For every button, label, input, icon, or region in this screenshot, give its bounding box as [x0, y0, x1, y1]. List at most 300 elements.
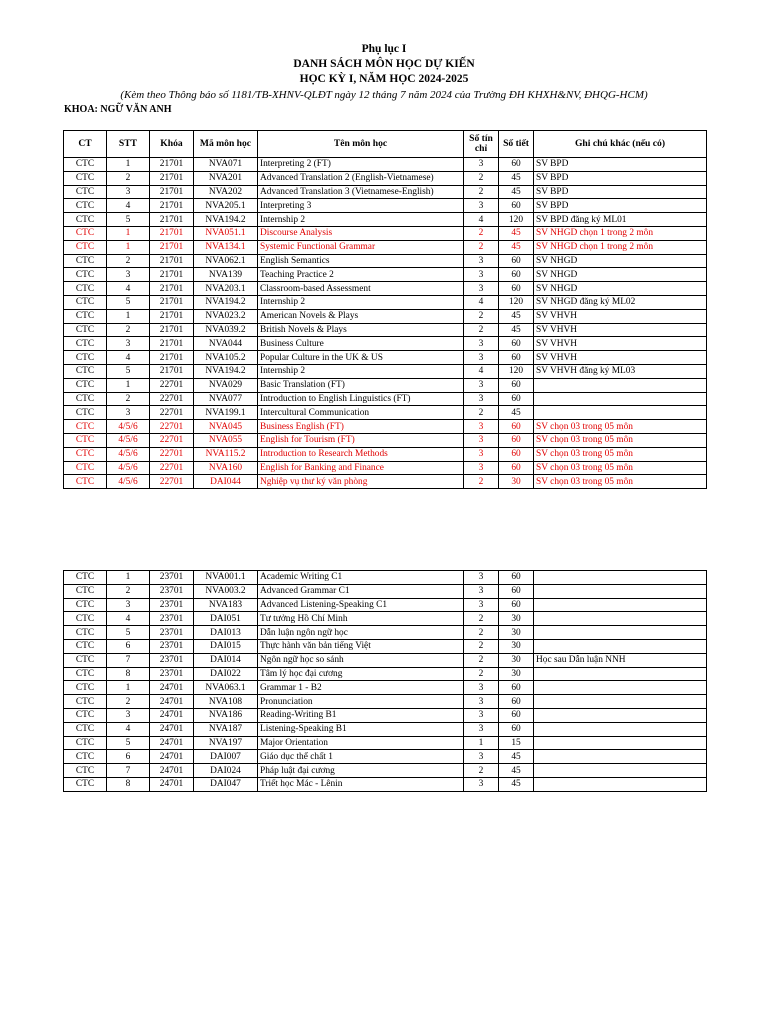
- cell-stt: 2: [107, 392, 150, 406]
- cell-so-tiet: 30: [499, 626, 534, 640]
- col-header-so-tin-chi: Số tín chỉ: [464, 131, 499, 158]
- cell-ma-mon-hoc: NVA139: [194, 268, 258, 282]
- cell-ghi-chu: [534, 695, 707, 709]
- cell-khoa: 21701: [150, 254, 194, 268]
- cell-so-tin-chi: 3: [464, 268, 499, 282]
- table-row: [64, 433, 707, 447]
- cell-so-tiet: 45: [499, 240, 534, 254]
- cell-so-tiet: 45: [499, 323, 534, 337]
- cell-ten-mon-hoc: Major Orientation: [258, 736, 464, 750]
- cell-ghi-chu: SV BPD: [534, 158, 707, 172]
- cell-ten-mon-hoc: Triết học Mác - Lênin: [258, 777, 464, 791]
- cell-ghi-chu: SV VHVH: [534, 337, 707, 351]
- cell-ct: CTC: [64, 667, 107, 681]
- cell-so-tin-chi: 2: [464, 653, 499, 667]
- cell-so-tiet: 45: [499, 309, 534, 323]
- table-row: [64, 268, 707, 282]
- table-row: [64, 185, 707, 199]
- cell-ct: CTC: [64, 378, 107, 392]
- cell-so-tiet: 30: [499, 653, 534, 667]
- cell-ct: CTC: [64, 323, 107, 337]
- cell-ma-mon-hoc: NVA105.2: [194, 351, 258, 365]
- cell-so-tin-chi: 3: [464, 420, 499, 434]
- cell-ct: CTC: [64, 777, 107, 791]
- cell-ghi-chu: SV chọn 03 trong 05 môn: [534, 420, 707, 434]
- cell-ten-mon-hoc: Ngôn ngữ học so sánh: [258, 653, 464, 667]
- cell-ma-mon-hoc: NVA062.1: [194, 254, 258, 268]
- cell-so-tin-chi: 3: [464, 158, 499, 172]
- table-row: [64, 226, 707, 240]
- cell-ten-mon-hoc: Advanced Grammar C1: [258, 584, 464, 598]
- cell-so-tiet: 60: [499, 708, 534, 722]
- cell-so-tin-chi: 2: [464, 475, 499, 489]
- cell-ten-mon-hoc: Business Culture: [258, 337, 464, 351]
- cell-ghi-chu: [534, 777, 707, 791]
- cell-so-tiet: 60: [499, 337, 534, 351]
- cell-ma-mon-hoc: DAI051: [194, 612, 258, 626]
- cell-ct: CTC: [64, 475, 107, 489]
- cell-so-tiet: 45: [499, 171, 534, 185]
- cell-stt: 4/5/6: [107, 461, 150, 475]
- cell-khoa: 21701: [150, 268, 194, 282]
- cell-stt: 5: [107, 736, 150, 750]
- cell-stt: 4: [107, 722, 150, 736]
- cell-ghi-chu: [534, 708, 707, 722]
- cell-stt: 1: [107, 158, 150, 172]
- cell-ghi-chu: SV chọn 03 trong 05 môn: [534, 461, 707, 475]
- cell-ct: CTC: [64, 626, 107, 640]
- table-row: [64, 254, 707, 268]
- cell-ghi-chu: SV BPD: [534, 185, 707, 199]
- cell-ten-mon-hoc: Dẫn luận ngôn ngữ học: [258, 626, 464, 640]
- cell-so-tiet: 60: [499, 681, 534, 695]
- cell-khoa: 21701: [150, 171, 194, 185]
- table-row: [64, 653, 707, 667]
- cell-khoa: 22701: [150, 378, 194, 392]
- cell-khoa: 24701: [150, 750, 194, 764]
- table-row: [64, 295, 707, 309]
- cell-khoa: 21701: [150, 337, 194, 351]
- cell-ct: CTC: [64, 653, 107, 667]
- cell-ghi-chu: SV NHGD: [534, 282, 707, 296]
- cell-ma-mon-hoc: NVA202: [194, 185, 258, 199]
- cell-ghi-chu: [534, 378, 707, 392]
- cell-ct: CTC: [64, 584, 107, 598]
- cell-khoa: 22701: [150, 392, 194, 406]
- cell-khoa: 21701: [150, 158, 194, 172]
- cell-ma-mon-hoc: DAI044: [194, 475, 258, 489]
- table-row: [64, 364, 707, 378]
- table-row: [64, 708, 707, 722]
- cell-so-tin-chi: 3: [464, 433, 499, 447]
- cell-stt: 5: [107, 626, 150, 640]
- cell-so-tin-chi: 3: [464, 750, 499, 764]
- cell-ghi-chu: [534, 722, 707, 736]
- cell-stt: 6: [107, 750, 150, 764]
- cell-khoa: 22701: [150, 461, 194, 475]
- cell-so-tiet: 60: [499, 722, 534, 736]
- table-row: [64, 323, 707, 337]
- cell-stt: 4: [107, 351, 150, 365]
- table-row: [64, 213, 707, 227]
- cell-ghi-chu: SV VHVH đăng ký ML03: [534, 364, 707, 378]
- table-row: [64, 351, 707, 365]
- appendix-label: Phụ lục I: [361, 43, 407, 55]
- cell-ma-mon-hoc: NVA039.2: [194, 323, 258, 337]
- cell-ma-mon-hoc: NVA063.1: [194, 681, 258, 695]
- cell-ten-mon-hoc: Classroom-based Assessment: [258, 282, 464, 296]
- cell-stt: 2: [107, 695, 150, 709]
- cell-ct: CTC: [64, 433, 107, 447]
- cell-stt: 8: [107, 777, 150, 791]
- cell-ten-mon-hoc: Interpreting 2 (FT): [258, 158, 464, 172]
- cell-so-tin-chi: 3: [464, 584, 499, 598]
- cell-ten-mon-hoc: Advanced Translation 2 (English-Vietnamese): [258, 171, 464, 185]
- cell-so-tin-chi: 2: [464, 626, 499, 640]
- cell-so-tiet: 30: [499, 475, 534, 489]
- cell-ma-mon-hoc: DAI047: [194, 777, 258, 791]
- course-table-2: [63, 570, 707, 792]
- cell-ten-mon-hoc: Pháp luật đại cương: [258, 764, 464, 778]
- cell-so-tin-chi: 3: [464, 571, 499, 585]
- cell-ma-mon-hoc: NVA203.1: [194, 282, 258, 296]
- cell-ten-mon-hoc: Intercultural Communication: [258, 406, 464, 420]
- cell-ten-mon-hoc: Business English (FT): [258, 420, 464, 434]
- cell-ma-mon-hoc: NVA077: [194, 392, 258, 406]
- cell-so-tin-chi: 3: [464, 337, 499, 351]
- cell-so-tin-chi: 2: [464, 185, 499, 199]
- cell-khoa: 22701: [150, 433, 194, 447]
- cell-so-tin-chi: 2: [464, 612, 499, 626]
- cell-stt: 4: [107, 282, 150, 296]
- cell-khoa: 22701: [150, 420, 194, 434]
- cell-so-tiet: 45: [499, 185, 534, 199]
- col-header-so-tiet: Số tiết: [499, 131, 534, 158]
- cell-ma-mon-hoc: NVA134.1: [194, 240, 258, 254]
- cell-ten-mon-hoc: Thực hành văn bản tiếng Việt: [258, 639, 464, 653]
- cell-khoa: 24701: [150, 764, 194, 778]
- table-row: [64, 612, 707, 626]
- cell-so-tiet: 60: [499, 199, 534, 213]
- table-row: [64, 598, 707, 612]
- col-header-stt: STT: [107, 131, 150, 158]
- cell-stt: 4/5/6: [107, 447, 150, 461]
- cell-ma-mon-hoc: NVA029: [194, 378, 258, 392]
- document-header: [0, 42, 768, 102]
- cell-khoa: 21701: [150, 199, 194, 213]
- cell-so-tin-chi: 3: [464, 681, 499, 695]
- cell-ma-mon-hoc: NVA194.2: [194, 364, 258, 378]
- cell-ma-mon-hoc: NVA055: [194, 433, 258, 447]
- cell-ten-mon-hoc: Nghiệp vụ thư ký văn phòng: [258, 475, 464, 489]
- cell-ten-mon-hoc: Reading-Writing B1: [258, 708, 464, 722]
- cell-so-tiet: 60: [499, 695, 534, 709]
- cell-ghi-chu: [534, 584, 707, 598]
- cell-khoa: 24701: [150, 736, 194, 750]
- cell-ghi-chu: SV VHVH: [534, 351, 707, 365]
- semester-title: HỌC KỲ I, NĂM HỌC 2024-2025: [299, 73, 469, 85]
- cell-so-tiet: 120: [499, 364, 534, 378]
- cell-ghi-chu: SV chọn 03 trong 05 môn: [534, 475, 707, 489]
- col-header-ten-mon-hoc: Tên môn học: [258, 131, 464, 158]
- table-row: [64, 461, 707, 475]
- cell-ten-mon-hoc: Discourse Analysis: [258, 226, 464, 240]
- table-row: [64, 584, 707, 598]
- course-table-2-body: [64, 571, 707, 792]
- course-table-1-body: [64, 158, 707, 489]
- cell-ghi-chu: [534, 406, 707, 420]
- cell-stt: 5: [107, 213, 150, 227]
- cell-stt: 2: [107, 323, 150, 337]
- cell-ghi-chu: [534, 612, 707, 626]
- table-row: [64, 282, 707, 296]
- cell-ct: CTC: [64, 695, 107, 709]
- cell-khoa: 21701: [150, 351, 194, 365]
- reference-note: (Kèm theo Thông báo số 1181/TB-XHNV-QLĐT ngày 12 tháng 7 năm 2024 của Trường ĐH KHXH&NV, ĐHQG-HCM): [120, 89, 648, 101]
- cell-ghi-chu: [534, 750, 707, 764]
- cell-ct: CTC: [64, 309, 107, 323]
- cell-ma-mon-hoc: NVA160: [194, 461, 258, 475]
- cell-so-tiet: 60: [499, 571, 534, 585]
- cell-so-tiet: 30: [499, 667, 534, 681]
- cell-ma-mon-hoc: NVA108: [194, 695, 258, 709]
- course-table-1: [63, 130, 707, 489]
- cell-stt: 4/5/6: [107, 420, 150, 434]
- cell-ma-mon-hoc: NVA197: [194, 736, 258, 750]
- cell-stt: 6: [107, 639, 150, 653]
- cell-stt: 7: [107, 764, 150, 778]
- cell-stt: 1: [107, 309, 150, 323]
- cell-ct: CTC: [64, 420, 107, 434]
- table-row: [64, 777, 707, 791]
- cell-so-tiet: 120: [499, 295, 534, 309]
- cell-so-tiet: 60: [499, 282, 534, 296]
- cell-ct: CTC: [64, 240, 107, 254]
- col-header-khoa: Khóa: [150, 131, 194, 158]
- cell-ten-mon-hoc: Tư tưởng Hồ Chí Minh: [258, 612, 464, 626]
- cell-ten-mon-hoc: Introduction to Research Methods: [258, 447, 464, 461]
- cell-ct: CTC: [64, 213, 107, 227]
- cell-so-tin-chi: 2: [464, 309, 499, 323]
- cell-stt: 1: [107, 226, 150, 240]
- cell-khoa: 24701: [150, 695, 194, 709]
- cell-ma-mon-hoc: DAI022: [194, 667, 258, 681]
- cell-ct: CTC: [64, 158, 107, 172]
- cell-ten-mon-hoc: Interpreting 3: [258, 199, 464, 213]
- cell-ten-mon-hoc: Pronunciation: [258, 695, 464, 709]
- cell-so-tiet: 60: [499, 392, 534, 406]
- col-header-ct: CT: [64, 131, 107, 158]
- cell-ct: CTC: [64, 295, 107, 309]
- table-row: [64, 240, 707, 254]
- cell-ten-mon-hoc: English for Banking and Finance: [258, 461, 464, 475]
- table-row: [64, 337, 707, 351]
- cell-so-tin-chi: 3: [464, 708, 499, 722]
- cell-ten-mon-hoc: Tâm lý học đại cương: [258, 667, 464, 681]
- cell-ten-mon-hoc: Internship 2: [258, 295, 464, 309]
- cell-ct: CTC: [64, 447, 107, 461]
- cell-ct: CTC: [64, 199, 107, 213]
- cell-ten-mon-hoc: Basic Translation (FT): [258, 378, 464, 392]
- cell-khoa: 22701: [150, 447, 194, 461]
- table-row: [64, 695, 707, 709]
- table-row: [64, 378, 707, 392]
- cell-ten-mon-hoc: American Novels & Plays: [258, 309, 464, 323]
- cell-stt: 3: [107, 337, 150, 351]
- cell-ghi-chu: [534, 639, 707, 653]
- cell-ct: CTC: [64, 406, 107, 420]
- table-row: [64, 667, 707, 681]
- cell-so-tiet: 45: [499, 764, 534, 778]
- document-title: DANH SÁCH MÔN HỌC DỰ KIẾN: [293, 58, 475, 70]
- cell-ma-mon-hoc: NVA115.2: [194, 447, 258, 461]
- cell-stt: 2: [107, 254, 150, 268]
- cell-so-tin-chi: 3: [464, 254, 499, 268]
- cell-stt: 1: [107, 378, 150, 392]
- cell-ct: CTC: [64, 764, 107, 778]
- cell-stt: 3: [107, 598, 150, 612]
- cell-stt: 7: [107, 653, 150, 667]
- cell-stt: 2: [107, 171, 150, 185]
- cell-ten-mon-hoc: Internship 2: [258, 364, 464, 378]
- cell-khoa: 21701: [150, 185, 194, 199]
- cell-stt: 1: [107, 240, 150, 254]
- cell-ma-mon-hoc: DAI007: [194, 750, 258, 764]
- cell-ct: CTC: [64, 750, 107, 764]
- cell-khoa: 23701: [150, 653, 194, 667]
- cell-ma-mon-hoc: DAI024: [194, 764, 258, 778]
- cell-ma-mon-hoc: NVA044: [194, 337, 258, 351]
- cell-khoa: 21701: [150, 282, 194, 296]
- cell-ghi-chu: SV NHGD đăng ký ML02: [534, 295, 707, 309]
- cell-ghi-chu: [534, 764, 707, 778]
- cell-so-tiet: 45: [499, 777, 534, 791]
- cell-ghi-chu: SV VHVH: [534, 323, 707, 337]
- table-row: [64, 392, 707, 406]
- table-row: [64, 681, 707, 695]
- table-row: [64, 571, 707, 585]
- cell-so-tiet: 60: [499, 268, 534, 282]
- cell-ct: CTC: [64, 268, 107, 282]
- cell-ct: CTC: [64, 612, 107, 626]
- cell-stt: 2: [107, 584, 150, 598]
- cell-khoa: 21701: [150, 323, 194, 337]
- cell-stt: 4: [107, 199, 150, 213]
- cell-ghi-chu: SV BPD: [534, 199, 707, 213]
- cell-ten-mon-hoc: English for Tourism (FT): [258, 433, 464, 447]
- cell-so-tiet: 60: [499, 433, 534, 447]
- table-row: [64, 420, 707, 434]
- cell-stt: 3: [107, 268, 150, 282]
- cell-so-tin-chi: 3: [464, 777, 499, 791]
- cell-ma-mon-hoc: NVA045: [194, 420, 258, 434]
- cell-ghi-chu: Học sau Dẫn luận NNH: [534, 653, 707, 667]
- cell-stt: 4/5/6: [107, 433, 150, 447]
- cell-ma-mon-hoc: NVA199.1: [194, 406, 258, 420]
- cell-so-tiet: 60: [499, 584, 534, 598]
- cell-ct: CTC: [64, 392, 107, 406]
- cell-so-tin-chi: 3: [464, 199, 499, 213]
- cell-ma-mon-hoc: DAI014: [194, 653, 258, 667]
- cell-ghi-chu: [534, 736, 707, 750]
- cell-ten-mon-hoc: Teaching Practice 2: [258, 268, 464, 282]
- cell-khoa: 21701: [150, 364, 194, 378]
- table-row: [64, 764, 707, 778]
- cell-ct: CTC: [64, 681, 107, 695]
- cell-khoa: 21701: [150, 226, 194, 240]
- cell-so-tiet: 60: [499, 351, 534, 365]
- cell-stt: 3: [107, 708, 150, 722]
- cell-ma-mon-hoc: NVA205.1: [194, 199, 258, 213]
- cell-so-tin-chi: 2: [464, 639, 499, 653]
- cell-so-tin-chi: 3: [464, 282, 499, 296]
- cell-ghi-chu: SV VHVH: [534, 309, 707, 323]
- cell-ten-mon-hoc: English Semantics: [258, 254, 464, 268]
- table-row: [64, 406, 707, 420]
- cell-khoa: 23701: [150, 584, 194, 598]
- cell-stt: 3: [107, 185, 150, 199]
- table-row: [64, 447, 707, 461]
- cell-ten-mon-hoc: Popular Culture in the UK & US: [258, 351, 464, 365]
- cell-so-tin-chi: 2: [464, 667, 499, 681]
- cell-ct: CTC: [64, 571, 107, 585]
- cell-ma-mon-hoc: NVA201: [194, 171, 258, 185]
- cell-ten-mon-hoc: Giáo dục thể chất 1: [258, 750, 464, 764]
- cell-so-tin-chi: 3: [464, 351, 499, 365]
- cell-stt: 1: [107, 571, 150, 585]
- cell-so-tin-chi: 2: [464, 171, 499, 185]
- cell-ghi-chu: SV NHGD: [534, 254, 707, 268]
- cell-ghi-chu: [534, 626, 707, 640]
- cell-so-tiet: 60: [499, 378, 534, 392]
- cell-khoa: 21701: [150, 213, 194, 227]
- cell-stt: 5: [107, 364, 150, 378]
- cell-so-tin-chi: 3: [464, 461, 499, 475]
- cell-ghi-chu: SV chọn 03 trong 05 môn: [534, 447, 707, 461]
- cell-ct: CTC: [64, 282, 107, 296]
- cell-ct: CTC: [64, 708, 107, 722]
- cell-so-tin-chi: 3: [464, 695, 499, 709]
- cell-khoa: 24701: [150, 708, 194, 722]
- cell-so-tiet: 45: [499, 750, 534, 764]
- cell-ct: CTC: [64, 337, 107, 351]
- faculty-label: KHOA: NGỮ VĂN ANH: [64, 104, 172, 115]
- cell-ma-mon-hoc: NVA003.2: [194, 584, 258, 598]
- cell-ghi-chu: [534, 681, 707, 695]
- col-header-ghi-chu: Ghi chú khác (nếu có): [534, 131, 707, 158]
- cell-so-tiet: 30: [499, 639, 534, 653]
- cell-ct: CTC: [64, 639, 107, 653]
- cell-so-tin-chi: 2: [464, 764, 499, 778]
- cell-so-tin-chi: 2: [464, 406, 499, 420]
- table-row: [64, 475, 707, 489]
- cell-ghi-chu: SV NHGD chọn 1 trong 2 môn: [534, 240, 707, 254]
- cell-stt: 4/5/6: [107, 475, 150, 489]
- cell-so-tin-chi: 2: [464, 226, 499, 240]
- cell-so-tin-chi: 3: [464, 447, 499, 461]
- cell-ct: CTC: [64, 171, 107, 185]
- cell-khoa: 24701: [150, 777, 194, 791]
- cell-so-tiet: 15: [499, 736, 534, 750]
- cell-so-tin-chi: 3: [464, 392, 499, 406]
- cell-ma-mon-hoc: DAI013: [194, 626, 258, 640]
- cell-khoa: 22701: [150, 406, 194, 420]
- cell-ghi-chu: SV NHGD: [534, 268, 707, 282]
- table-row: [64, 309, 707, 323]
- table-row: [64, 750, 707, 764]
- cell-ma-mon-hoc: NVA186: [194, 708, 258, 722]
- cell-so-tiet: 60: [499, 461, 534, 475]
